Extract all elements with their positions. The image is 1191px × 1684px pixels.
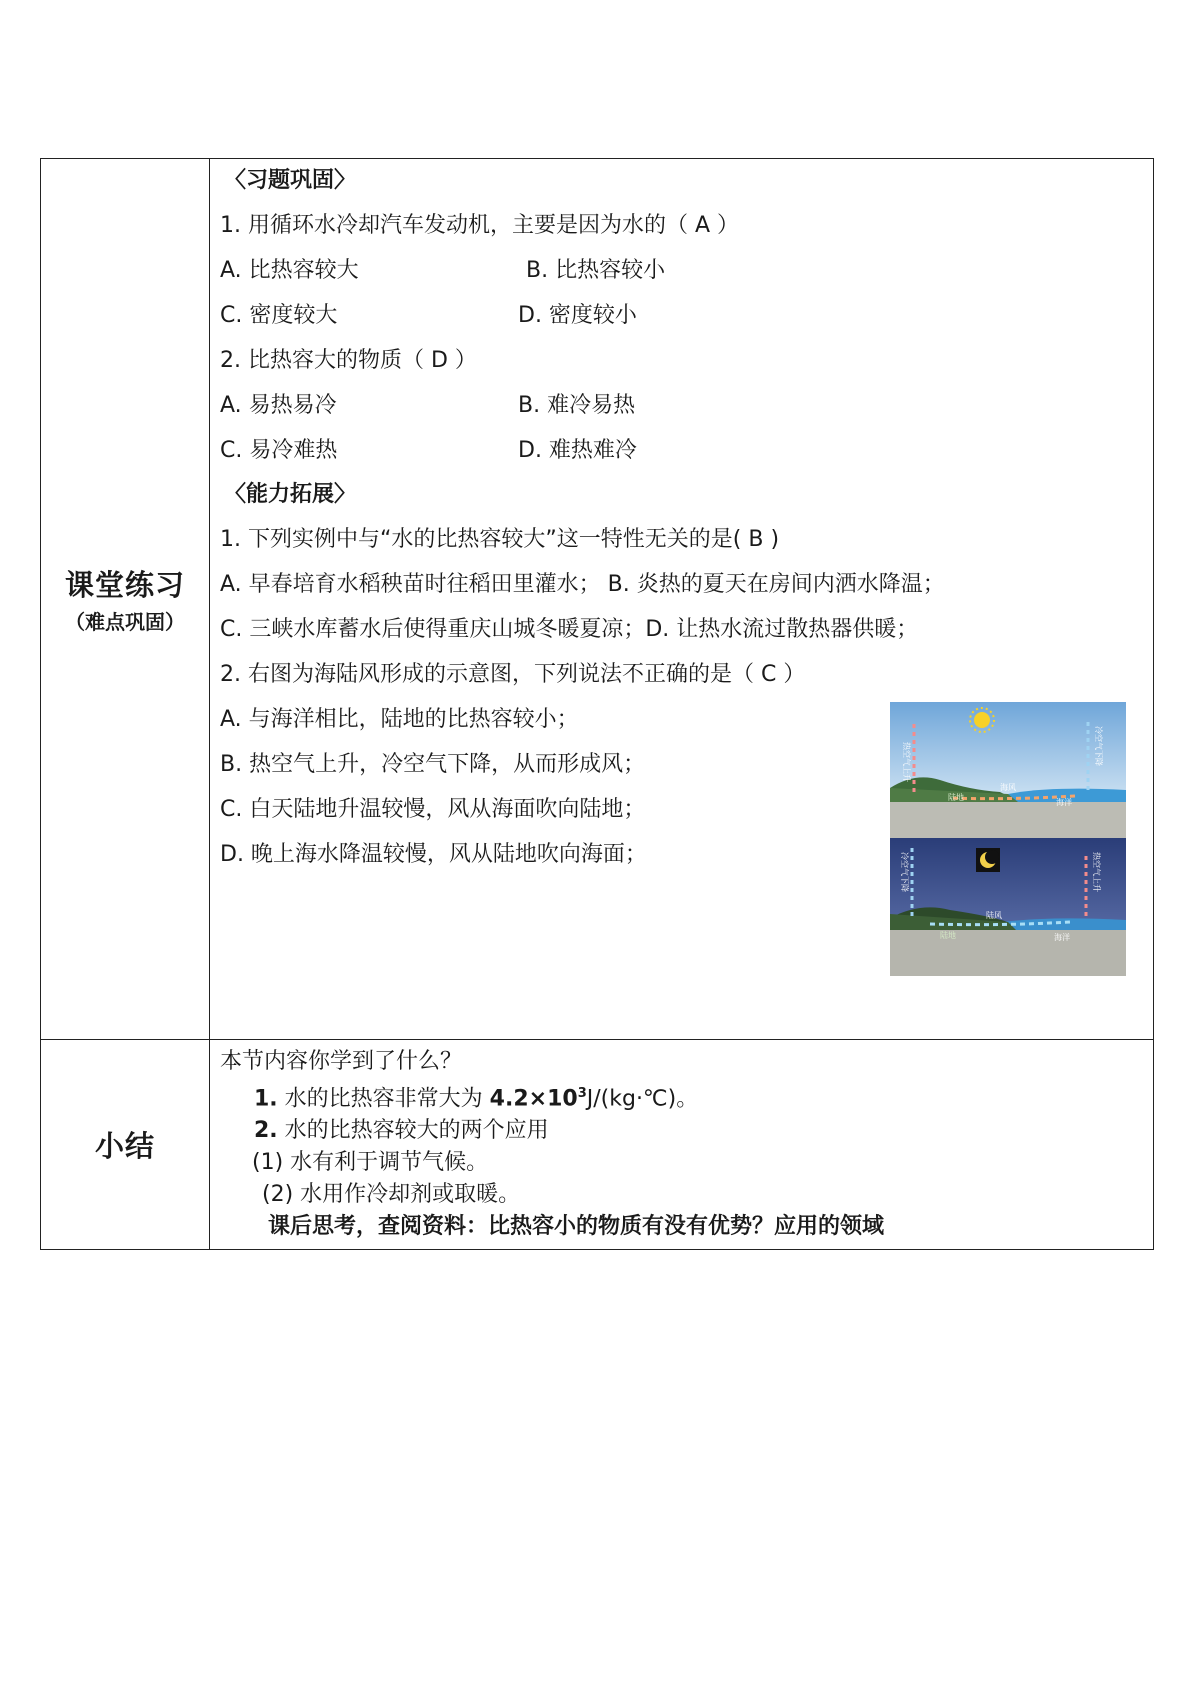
q2-option-c: C. 易冷难热 [220, 438, 338, 463]
specific-heat-exponent: 3 [577, 1086, 587, 1101]
day-sea-label: 海洋 [1056, 798, 1072, 807]
summary-row [41, 1040, 1154, 1250]
q3-options-ab: A. 早春培育水稻秧苗时往稻田里灌水； B. 炎热的夏天在房间内洒水降温； [220, 572, 945, 597]
q4-option-d: D. 晚上海水降温较慢，风从陆地吹向海面； [220, 842, 647, 867]
night-left-arrow-label: 冷空气下降 [900, 852, 909, 892]
moon-icon [976, 848, 1000, 872]
summary-intro: 本节内容你学到了什么？ [220, 1049, 463, 1074]
practice-sublabel: （难点巩固） [65, 610, 185, 634]
point-1-text: 水的比热容非常大为 [277, 1086, 490, 1112]
day-right-arrow-label: 冷空气下降 [1094, 726, 1103, 766]
summary-content [210, 1040, 1154, 1250]
document-sheet [40, 158, 1154, 1250]
q4-option-a: A. 与海洋相比，陆地的比热容较小； [220, 707, 579, 732]
q4-option-b: B. 热空气上升，冷空气下降，从而形成风； [220, 752, 646, 777]
specific-heat-unit: J/(kg·℃)。 [586, 1086, 699, 1112]
point-2-text: 水的比热容较大的两个应用 [277, 1118, 549, 1144]
summary-point-2-1: (1) 水有利于调节气候。 [252, 1150, 489, 1176]
night-wind-label: 陆风 [986, 911, 1002, 920]
day-panel [890, 702, 1126, 838]
after-class-thinking: 课后思考，查阅资料：比热容小的物质有没有优势？应用的领域 [268, 1214, 885, 1240]
practice-row [41, 159, 1154, 1040]
q2-option-d: D. 难热难冷 [518, 438, 637, 463]
q2-option-a: A. 易热易冷 [220, 393, 337, 418]
night-panel [890, 838, 1126, 976]
night-right-arrow-label: 热空气上升 [1092, 852, 1101, 892]
heading-exercise: 〈习题巩固〉 [224, 168, 357, 193]
summary-point-2-2: (2) 水用作冷却剂或取暖。 [262, 1182, 521, 1208]
question-4: 2. 右图为海陆风形成的示意图，下列说法不正确的是（ C ） [220, 662, 806, 687]
q2-option-b: B. 难冷易热 [518, 393, 636, 418]
q1-option-d: D. 密度较小 [518, 303, 637, 328]
day-land-label: 陆地 [948, 793, 964, 802]
practice-label: 课堂练习 [64, 568, 185, 602]
sea-land-breeze-diagram [890, 702, 1126, 976]
q4-option-c: C. 白天陆地升温较慢，风从海面吹向陆地； [220, 797, 646, 822]
practice-content [210, 159, 1154, 1040]
question-2: 2. 比热容大的物质（ D ） [220, 348, 477, 373]
q3-options-cd: C. 三峡水库蓄水后使得重庆山城冬暖夏凉；D. 让热水流过散热器供暖； [220, 617, 919, 642]
summary-point-2 [220, 1115, 1143, 1147]
specific-heat-value: 4.2×10 [489, 1086, 578, 1112]
summary-label: 小结 [94, 1129, 155, 1164]
practice-label-cell [41, 159, 210, 1040]
question-1: 1. 用循环水冷却汽车发动机，主要是因为水的（ A ） [220, 213, 740, 238]
lesson-table [40, 158, 1154, 1250]
day-left-arrow-label: 热空气上升 [902, 742, 911, 782]
night-sea-label: 海洋 [1054, 933, 1070, 942]
summary-label-cell [41, 1040, 210, 1250]
heading-extension: 〈能力拓展〉 [224, 482, 357, 507]
point-1-number: 1. [254, 1086, 278, 1112]
q1-option-c: C. 密度较大 [220, 303, 338, 328]
summary-point-1 [220, 1078, 1143, 1115]
day-wind-label: 海风 [1000, 783, 1016, 792]
point-2-number: 2. [254, 1118, 278, 1144]
q1-option-a: A. 比热容较大 [220, 258, 359, 283]
q1-option-b: B. 比热容较小 [526, 258, 666, 283]
question-3: 1. 下列实例中与“水的比热容较大”这一特性无关的是( B ) [220, 527, 780, 552]
night-land-label: 陆地 [940, 931, 956, 940]
